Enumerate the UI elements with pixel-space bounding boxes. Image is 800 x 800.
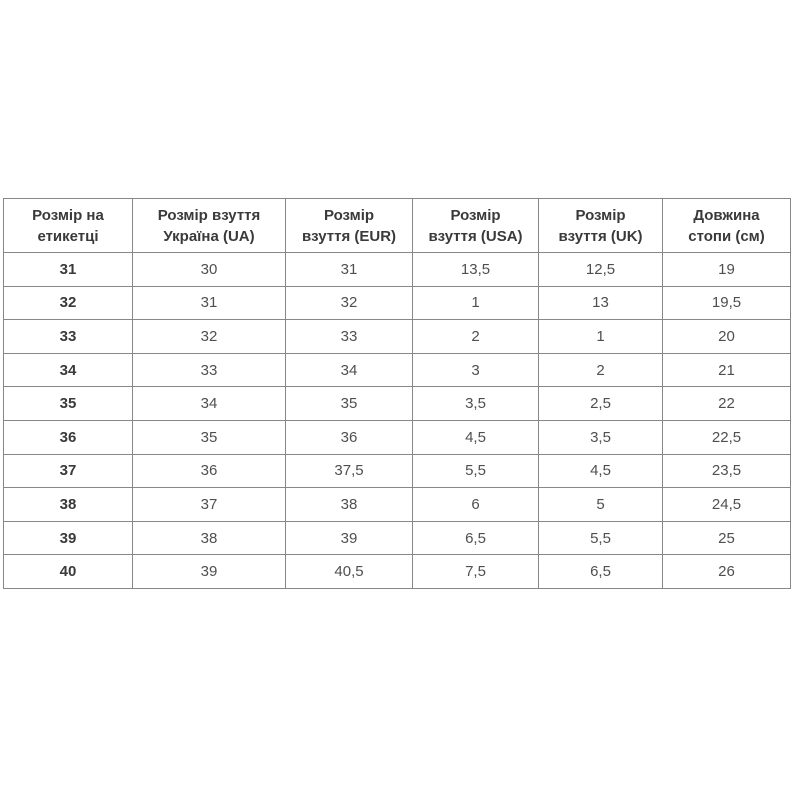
table-row: [4, 387, 791, 421]
header-row: [4, 199, 791, 253]
table-row: [4, 454, 791, 488]
header-uk-size: [539, 199, 663, 253]
header-line: Україна (UA): [163, 227, 255, 245]
cell-usa-size: 3: [413, 353, 539, 387]
table-row: [4, 420, 791, 454]
cell-label-size: 33: [4, 320, 133, 354]
cell-uk-size: 12,5: [539, 253, 663, 287]
header-label-size: [4, 199, 133, 253]
cell-usa-size: 6,5: [413, 521, 539, 555]
header-line: Розмір на: [32, 206, 104, 224]
cell-foot-length: 25: [663, 521, 791, 555]
cell-usa-size: 6: [413, 488, 539, 522]
cell-ua-size: 32: [133, 320, 286, 354]
header-ua-size: [133, 199, 286, 253]
cell-ua-size: 33: [133, 353, 286, 387]
cell-ua-size: 30: [133, 253, 286, 287]
cell-usa-size: 13,5: [413, 253, 539, 287]
header-line: Розмір взуття: [157, 206, 261, 224]
table-row: [4, 555, 791, 589]
cell-ua-size: 34: [133, 387, 286, 421]
cell-usa-size: 1: [413, 286, 539, 320]
cell-uk-size: 4,5: [539, 454, 663, 488]
table-row: [4, 320, 791, 354]
cell-label-size: 38: [4, 488, 133, 522]
cell-ua-size: 37: [133, 488, 286, 522]
header-eur-size: [286, 199, 413, 253]
cell-label-size: 40: [4, 555, 133, 589]
cell-foot-length: 21: [663, 353, 791, 387]
header-line: Розмір: [575, 206, 626, 224]
cell-foot-length: 22,5: [663, 420, 791, 454]
cell-label-size: 32: [4, 286, 133, 320]
header-line: стопи (см): [688, 227, 765, 245]
cell-uk-size: 1: [539, 320, 663, 354]
cell-eur-size: 37,5: [286, 454, 413, 488]
cell-ua-size: 31: [133, 286, 286, 320]
cell-uk-size: 5: [539, 488, 663, 522]
cell-label-size: 35: [4, 387, 133, 421]
cell-foot-length: 22: [663, 387, 791, 421]
cell-eur-size: 40,5: [286, 555, 413, 589]
header-line: Розмір: [450, 206, 501, 224]
cell-uk-size: 3,5: [539, 420, 663, 454]
cell-foot-length: 20: [663, 320, 791, 354]
cell-usa-size: 7,5: [413, 555, 539, 589]
cell-ua-size: 35: [133, 420, 286, 454]
cell-usa-size: 2: [413, 320, 539, 354]
cell-eur-size: 35: [286, 387, 413, 421]
header-line: етикетці: [37, 227, 99, 245]
header-line: взуття (UK): [558, 227, 643, 245]
header-line: взуття (USA): [428, 227, 523, 245]
table-row: [4, 488, 791, 522]
table-row: [4, 253, 791, 287]
header-usa-size: [413, 199, 539, 253]
shoe-size-table: [3, 198, 791, 589]
table-row: [4, 353, 791, 387]
cell-foot-length: 19,5: [663, 286, 791, 320]
cell-uk-size: 2,5: [539, 387, 663, 421]
table-row: [4, 521, 791, 555]
header-line: взуття (EUR): [301, 227, 397, 245]
cell-uk-size: 2: [539, 353, 663, 387]
header-foot-length: [663, 199, 791, 253]
cell-ua-size: 39: [133, 555, 286, 589]
cell-usa-size: 5,5: [413, 454, 539, 488]
cell-foot-length: 19: [663, 253, 791, 287]
cell-label-size: 37: [4, 454, 133, 488]
header-line: Довжина: [693, 206, 760, 224]
cell-eur-size: 33: [286, 320, 413, 354]
cell-eur-size: 32: [286, 286, 413, 320]
cell-foot-length: 23,5: [663, 454, 791, 488]
cell-uk-size: 6,5: [539, 555, 663, 589]
cell-eur-size: 34: [286, 353, 413, 387]
cell-ua-size: 38: [133, 521, 286, 555]
cell-usa-size: 3,5: [413, 387, 539, 421]
cell-eur-size: 36: [286, 420, 413, 454]
table-row: [4, 286, 791, 320]
cell-label-size: 31: [4, 253, 133, 287]
cell-ua-size: 36: [133, 454, 286, 488]
cell-label-size: 39: [4, 521, 133, 555]
cell-eur-size: 39: [286, 521, 413, 555]
cell-eur-size: 31: [286, 253, 413, 287]
cell-uk-size: 5,5: [539, 521, 663, 555]
cell-foot-length: 26: [663, 555, 791, 589]
cell-label-size: 34: [4, 353, 133, 387]
cell-usa-size: 4,5: [413, 420, 539, 454]
cell-eur-size: 38: [286, 488, 413, 522]
cell-foot-length: 24,5: [663, 488, 791, 522]
header-line: Розмір: [323, 206, 375, 224]
cell-label-size: 36: [4, 420, 133, 454]
cell-uk-size: 13: [539, 286, 663, 320]
